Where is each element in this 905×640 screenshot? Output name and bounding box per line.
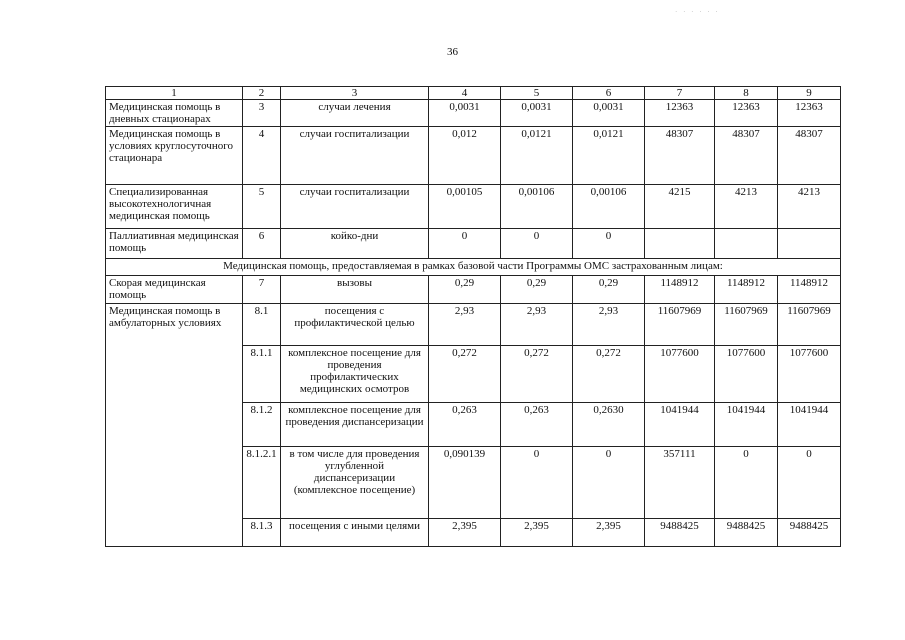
value-cell: 0,272	[429, 346, 501, 403]
row-code-cell: 8.1.1	[243, 346, 281, 403]
value-cell: 4213	[715, 185, 778, 229]
header-cell: 2	[243, 87, 281, 100]
value-cell: 0	[778, 447, 841, 519]
value-cell: 2,395	[429, 519, 501, 547]
row-name-cell: Медицинская помощь в дневных стационарах	[106, 100, 243, 127]
value-cell: 4213	[778, 185, 841, 229]
value-cell: 1077600	[715, 346, 778, 403]
header-cell: 5	[501, 87, 573, 100]
row-name-cell: Медицинская помощь в амбулаторных условиях	[106, 304, 243, 547]
value-cell: 0,090139	[429, 447, 501, 519]
header-cell: 6	[573, 87, 645, 100]
value-cell: 0,29	[429, 276, 501, 304]
value-cell: 0,272	[501, 346, 573, 403]
header-cell: 8	[715, 87, 778, 100]
row-unit-cell: случаи госпитализации	[281, 127, 429, 185]
value-cell: 48307	[778, 127, 841, 185]
value-cell: 0,0031	[501, 100, 573, 127]
row-code-cell: 8.1	[243, 304, 281, 346]
value-cell: 0,272	[573, 346, 645, 403]
value-cell: 2,93	[501, 304, 573, 346]
value-cell: 2,93	[573, 304, 645, 346]
row-unit-cell: посещения с иными целями	[281, 519, 429, 547]
row-code-cell: 7	[243, 276, 281, 304]
value-cell: 48307	[715, 127, 778, 185]
value-cell: 0,0121	[501, 127, 573, 185]
row-code-cell: 8.1.2.1	[243, 447, 281, 519]
value-cell: 1077600	[645, 346, 715, 403]
value-cell: 12363	[778, 100, 841, 127]
row-unit-cell: вызовы	[281, 276, 429, 304]
value-cell: 1041944	[715, 403, 778, 447]
data-table-container	[105, 86, 841, 547]
value-cell: 1148912	[778, 276, 841, 304]
row-code-cell: 4	[243, 127, 281, 185]
value-cell: 1077600	[778, 346, 841, 403]
value-cell: 357111	[645, 447, 715, 519]
value-cell: 4215	[645, 185, 715, 229]
value-cell: 0,012	[429, 127, 501, 185]
row-unit-cell: комплексное посещение для проведения профилактических медицинских осмотров	[281, 346, 429, 403]
header-cell: 9	[778, 87, 841, 100]
value-cell: 1148912	[715, 276, 778, 304]
header-cell: 1	[106, 87, 243, 100]
value-cell: 0,0031	[429, 100, 501, 127]
row-code-cell: 5	[243, 185, 281, 229]
header-cell: 4	[429, 87, 501, 100]
value-cell: 0	[429, 229, 501, 259]
table-row	[106, 185, 841, 229]
value-cell: 2,395	[501, 519, 573, 547]
value-cell	[778, 229, 841, 259]
value-cell: 11607969	[715, 304, 778, 346]
value-cell: 0,00105	[429, 185, 501, 229]
section-row	[106, 259, 841, 276]
table-row	[106, 100, 841, 127]
page-number: 36	[447, 46, 458, 58]
row-code-cell: 8.1.2	[243, 403, 281, 447]
value-cell	[715, 229, 778, 259]
value-cell: 0	[501, 447, 573, 519]
row-name-cell: Специализированная высокотехнологичная медицинская помощь	[106, 185, 243, 229]
value-cell: 9488425	[645, 519, 715, 547]
row-unit-cell: койко-дни	[281, 229, 429, 259]
row-name-cell: Скорая медицинская помощь	[106, 276, 243, 304]
row-unit-cell: посещения с профилактической целью	[281, 304, 429, 346]
header-row	[106, 87, 841, 100]
header-cell: 7	[645, 87, 715, 100]
value-cell: 0	[573, 229, 645, 259]
value-cell: 9488425	[778, 519, 841, 547]
value-cell: 48307	[645, 127, 715, 185]
section-title: Медицинская помощь, предоставляемая в рамках базовой части Программы ОМС застрахованным лицам:	[106, 259, 841, 276]
value-cell: 2,395	[573, 519, 645, 547]
row-unit-cell: случаи лечения	[281, 100, 429, 127]
value-cell: 11607969	[778, 304, 841, 346]
row-unit-cell: случаи госпитализации	[281, 185, 429, 229]
value-cell: 0,0031	[573, 100, 645, 127]
value-cell: 11607969	[645, 304, 715, 346]
value-cell	[645, 229, 715, 259]
value-cell: 0,2630	[573, 403, 645, 447]
row-name-cell: Паллиативная медицинская помощь	[106, 229, 243, 259]
value-cell: 0,29	[501, 276, 573, 304]
value-cell: 1041944	[778, 403, 841, 447]
row-name-cell: Медицинская помощь в условиях круглосуточного стационара	[106, 127, 243, 185]
value-cell: 0,00106	[501, 185, 573, 229]
scan-artifact: · · · · · ·	[675, 8, 720, 16]
row-unit-cell: комплексное посещение для проведения диспансеризации	[281, 403, 429, 447]
value-cell: 12363	[645, 100, 715, 127]
value-cell: 0	[573, 447, 645, 519]
value-cell: 0,29	[573, 276, 645, 304]
table-row	[106, 127, 841, 185]
medical-care-volumes-table	[105, 86, 841, 547]
value-cell: 12363	[715, 100, 778, 127]
header-cell: 3	[281, 87, 429, 100]
row-code-cell: 6	[243, 229, 281, 259]
value-cell: 0,00106	[573, 185, 645, 229]
value-cell: 9488425	[715, 519, 778, 547]
value-cell: 1148912	[645, 276, 715, 304]
value-cell: 0	[501, 229, 573, 259]
value-cell: 0	[715, 447, 778, 519]
row-code-cell: 8.1.3	[243, 519, 281, 547]
row-code-cell: 3	[243, 100, 281, 127]
table-row	[106, 276, 841, 304]
value-cell: 0,263	[429, 403, 501, 447]
row-unit-cell: в том числе для проведения углубленной диспансеризации (комплексное посещение)	[281, 447, 429, 519]
table-row	[106, 229, 841, 259]
value-cell: 0,0121	[573, 127, 645, 185]
table-row	[106, 304, 841, 346]
value-cell: 1041944	[645, 403, 715, 447]
value-cell: 2,93	[429, 304, 501, 346]
value-cell: 0,263	[501, 403, 573, 447]
